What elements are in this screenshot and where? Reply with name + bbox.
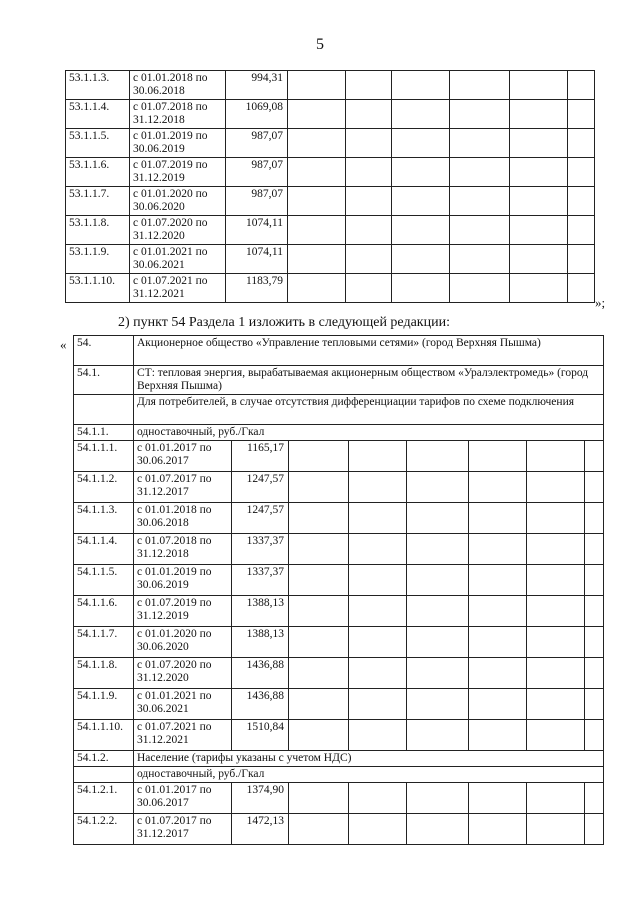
tariff-type-row: [74, 767, 604, 783]
tariff-table-54: [73, 335, 604, 845]
tariff-value: 1388,13: [232, 596, 289, 627]
period-end: 31.12.2020: [137, 672, 189, 684]
period-end: 30.06.2021: [133, 259, 185, 271]
empty-cell: [392, 245, 450, 274]
period-cell: [130, 129, 226, 158]
empty-cell: [450, 274, 510, 303]
period-cell: [134, 534, 232, 565]
period-start: с 01.01.2021 по: [137, 690, 212, 702]
period-end: 30.06.2020: [137, 641, 189, 653]
table-row: [74, 441, 604, 472]
tariff-value: 987,07: [226, 187, 288, 216]
table-row: [74, 658, 604, 689]
empty-cell: [469, 441, 527, 472]
period-start: с 01.07.2018 по: [133, 101, 208, 113]
empty-cell: [349, 503, 407, 534]
tariff-value: 1337,37: [232, 565, 289, 596]
empty-cell: [568, 158, 595, 187]
tariff-type: одноставочный, руб./Гкал: [134, 425, 604, 441]
tariff-value: 1074,11: [226, 216, 288, 245]
empty-cell: [349, 534, 407, 565]
empty-cell: [585, 472, 604, 503]
period-start: с 01.01.2017 по: [137, 442, 212, 454]
period-cell: [130, 274, 226, 303]
period-end: 30.06.2019: [137, 579, 189, 591]
empty-cell: [510, 100, 568, 129]
empty-cell: [407, 596, 469, 627]
empty-cell: [407, 783, 469, 814]
empty-cell: [407, 472, 469, 503]
period-cell: [130, 216, 226, 245]
empty-cell: [349, 658, 407, 689]
table-row: [66, 245, 595, 274]
empty-cell: [349, 565, 407, 596]
period-start: с 01.01.2019 по: [137, 566, 212, 578]
empty-cell: [349, 814, 407, 845]
empty-cell: [469, 472, 527, 503]
empty-cell: [392, 129, 450, 158]
table-row: [74, 783, 604, 814]
period-end: 30.06.2018: [137, 517, 189, 529]
empty-cell: [288, 216, 346, 245]
empty-cell: [289, 814, 349, 845]
row-number: 54.1.1.5.: [74, 565, 134, 596]
empty-cell: [510, 274, 568, 303]
table-row: [74, 534, 604, 565]
tariff-type: одноставочный, руб./Гкал: [134, 767, 604, 783]
period-start: с 01.07.2021 по: [133, 275, 208, 287]
empty-cell: [289, 689, 349, 720]
period-start: с 01.01.2019 по: [133, 130, 208, 142]
empty-cell: [346, 245, 392, 274]
period-end: 31.12.2017: [137, 486, 189, 498]
empty-cell: [469, 814, 527, 845]
period-end: 30.06.2021: [137, 703, 189, 715]
closing-quote: »;: [595, 295, 606, 310]
period-start: с 01.01.2018 по: [137, 504, 212, 516]
table-row: [66, 100, 595, 129]
organization-name: Акционерное общество «Управление тепловыми сетями» (город Верхняя Пышма): [134, 336, 604, 366]
empty-cell: [469, 596, 527, 627]
empty-cell: [289, 720, 349, 751]
empty-cell: [346, 274, 392, 303]
empty-cell: [469, 658, 527, 689]
empty-cell: [450, 187, 510, 216]
period-cell: [134, 814, 232, 845]
table-row: [74, 720, 604, 751]
empty-cell: [407, 658, 469, 689]
tariff-value: 1165,17: [232, 441, 289, 472]
empty-cell: [510, 71, 568, 100]
consumer-category-row: [74, 395, 604, 425]
empty-cell: [527, 627, 585, 658]
table-row: [74, 689, 604, 720]
empty-cell: [392, 216, 450, 245]
row-number: 54.1.1.: [74, 425, 134, 441]
empty-cell: [585, 720, 604, 751]
table-row: [66, 187, 595, 216]
period-cell: [134, 783, 232, 814]
empty-cell: [568, 274, 595, 303]
empty-cell: [527, 441, 585, 472]
table-row: [74, 472, 604, 503]
empty-cell: [585, 814, 604, 845]
tariff-value: 1337,37: [232, 534, 289, 565]
empty-cell: [407, 534, 469, 565]
period-end: 30.06.2019: [133, 143, 185, 155]
period-start: с 01.01.2020 по: [137, 628, 212, 640]
empty-cell: [289, 503, 349, 534]
tariff-value: 1074,11: [226, 245, 288, 274]
empty-cell: [469, 783, 527, 814]
empty-cell: [469, 627, 527, 658]
empty-cell: [346, 129, 392, 158]
empty-cell: [527, 503, 585, 534]
empty-cell: [450, 216, 510, 245]
row-number: 54.1.: [74, 366, 134, 395]
period-cell: [134, 565, 232, 596]
period-cell: [134, 689, 232, 720]
empty-cell: [527, 565, 585, 596]
empty-cell: [349, 472, 407, 503]
period-cell: [134, 627, 232, 658]
section-54-row: [74, 336, 604, 366]
period-start: с 01.07.2019 по: [137, 597, 212, 609]
tariff-value: 987,07: [226, 129, 288, 158]
period-cell: [130, 187, 226, 216]
tariff-value: 1183,79: [226, 274, 288, 303]
period-cell: [130, 100, 226, 129]
empty-cell: [349, 720, 407, 751]
empty-cell: [469, 720, 527, 751]
table-row: [74, 627, 604, 658]
empty-cell: [407, 720, 469, 751]
empty-cell: [527, 720, 585, 751]
row-number: 54.1.2.1.: [74, 783, 134, 814]
period-end: 31.12.2020: [133, 230, 185, 242]
period-start: с 01.07.2019 по: [133, 159, 208, 171]
empty-cell: [288, 71, 346, 100]
empty-cell: [407, 441, 469, 472]
empty-cell: [346, 216, 392, 245]
empty-cell: [568, 100, 595, 129]
empty-cell: [289, 441, 349, 472]
period-cell: [130, 158, 226, 187]
period-start: с 01.07.2017 по: [137, 815, 212, 827]
period-end: 30.06.2017: [137, 455, 189, 467]
empty-cell: [527, 534, 585, 565]
empty-cell: [407, 689, 469, 720]
tariff-value: 1069,08: [226, 100, 288, 129]
tariff-value: 1247,57: [232, 503, 289, 534]
empty-cell: [392, 187, 450, 216]
empty-cell: [469, 503, 527, 534]
period-cell: [130, 71, 226, 100]
empty-cell: [585, 783, 604, 814]
empty-cell: [407, 503, 469, 534]
table-row: [66, 216, 595, 245]
tariff-value: 1374,90: [232, 783, 289, 814]
service-description: СТ: тепловая энергия, вырабатываемая акционерным обществом «Уралэлектромедь» (город Верхняя Пышма): [134, 366, 604, 395]
period-end: 30.06.2020: [133, 201, 185, 213]
tariff-table-53: [65, 70, 595, 303]
empty-cell: [527, 596, 585, 627]
period-start: с 01.07.2017 по: [137, 473, 212, 485]
period-start: с 01.07.2020 по: [133, 217, 208, 229]
period-start: с 01.01.2020 по: [133, 188, 208, 200]
empty-cell: [288, 187, 346, 216]
period-end: 31.12.2021: [133, 288, 185, 300]
row-number: 54.1.1.9.: [74, 689, 134, 720]
empty-cell: [289, 472, 349, 503]
empty-cell: [585, 565, 604, 596]
row-number: 54.1.1.1.: [74, 441, 134, 472]
section-542-row: [74, 751, 604, 767]
consumer-category: Для потребителей, в случае отсутствия дифференциации тарифов по схеме подключения: [134, 395, 604, 425]
empty-cell: [289, 783, 349, 814]
empty-cell: [585, 503, 604, 534]
empty-cell: [407, 627, 469, 658]
row-number: 53.1.1.9.: [66, 245, 130, 274]
row-number: 53.1.1.4.: [66, 100, 130, 129]
empty-cell: [585, 627, 604, 658]
period-start: с 01.07.2020 по: [137, 659, 212, 671]
period-cell: [134, 441, 232, 472]
row-number: 53.1.1.8.: [66, 216, 130, 245]
page-number: 5: [316, 36, 324, 53]
empty-cell: [527, 689, 585, 720]
empty-cell: [469, 689, 527, 720]
empty-cell: [527, 472, 585, 503]
period-end: 31.12.2017: [137, 828, 189, 840]
period-cell: [134, 596, 232, 627]
table-row: [74, 596, 604, 627]
period-start: с 01.01.2021 по: [133, 246, 208, 258]
empty-cell: [469, 534, 527, 565]
opening-quote: «: [60, 337, 67, 352]
empty-cell: [392, 100, 450, 129]
period-start: с 01.01.2017 по: [137, 784, 212, 796]
row-number: 53.1.1.10.: [66, 274, 130, 303]
empty-cell: [349, 596, 407, 627]
empty-cell: [288, 100, 346, 129]
period-end: 30.06.2018: [133, 85, 185, 97]
empty-cell: [288, 129, 346, 158]
empty-cell: [510, 245, 568, 274]
empty-cell: [585, 689, 604, 720]
empty-cell: [585, 596, 604, 627]
row-number: 54.1.1.7.: [74, 627, 134, 658]
empty-cell: [289, 565, 349, 596]
period-cell: [134, 658, 232, 689]
table-row: [66, 274, 595, 303]
row-number: 54.1.1.4.: [74, 534, 134, 565]
period-end: 31.12.2018: [137, 548, 189, 560]
row-number: 54.1.1.3.: [74, 503, 134, 534]
empty-cell: [450, 100, 510, 129]
empty-cell: [349, 783, 407, 814]
tariff-value: 994,31: [226, 71, 288, 100]
empty-cell: [346, 187, 392, 216]
row-number: 54.1.1.2.: [74, 472, 134, 503]
row-number: 54.1.2.2.: [74, 814, 134, 845]
table-row: [74, 503, 604, 534]
tariff-value: 1247,57: [232, 472, 289, 503]
empty-cell: [527, 658, 585, 689]
empty-cell: [585, 658, 604, 689]
empty-cell: [407, 814, 469, 845]
empty-cell: [585, 534, 604, 565]
empty-cell: [585, 441, 604, 472]
empty-cell: [289, 596, 349, 627]
period-end: 31.12.2019: [133, 172, 185, 184]
period-start: с 01.01.2018 по: [133, 72, 208, 84]
row-number: 53.1.1.7.: [66, 187, 130, 216]
empty-cell: [392, 158, 450, 187]
row-number: 53.1.1.3.: [66, 71, 130, 100]
tariff-value: 1436,88: [232, 658, 289, 689]
empty-cell: [450, 71, 510, 100]
empty-cell: [510, 158, 568, 187]
tariff-value: 987,07: [226, 158, 288, 187]
section-541-row: [74, 366, 604, 395]
period-cell: [134, 720, 232, 751]
empty-cell: [568, 245, 595, 274]
tariff-value: 1388,13: [232, 627, 289, 658]
empty-cell: [288, 158, 346, 187]
period-cell: [134, 472, 232, 503]
empty-cell: [407, 565, 469, 596]
empty-cell: [568, 187, 595, 216]
period-start: с 01.07.2018 по: [137, 535, 212, 547]
period-end: 31.12.2021: [137, 734, 189, 746]
row-number: 54.: [74, 336, 134, 366]
empty-cell: [349, 627, 407, 658]
tariff-value: 1436,88: [232, 689, 289, 720]
empty-cell: [510, 216, 568, 245]
empty-cell: [288, 274, 346, 303]
empty-cell: [568, 71, 595, 100]
row-number: 54.1.1.8.: [74, 658, 134, 689]
tariff-value: 1510,84: [232, 720, 289, 751]
empty-cell: [450, 158, 510, 187]
empty-cell: [469, 565, 527, 596]
row-number: 53.1.1.5.: [66, 129, 130, 158]
empty-cell: [349, 689, 407, 720]
empty-cell: [568, 216, 595, 245]
period-end: 30.06.2017: [137, 797, 189, 809]
table-row: [66, 158, 595, 187]
empty-cell: [346, 100, 392, 129]
table-row: [66, 71, 595, 100]
empty-cell: [289, 658, 349, 689]
row-number: 54.1.1.6.: [74, 596, 134, 627]
empty-cell: [288, 245, 346, 274]
empty-cell: [527, 814, 585, 845]
table-row: [74, 814, 604, 845]
empty-cell: [74, 767, 134, 783]
empty-cell: [346, 158, 392, 187]
empty-cell: [568, 129, 595, 158]
period-cell: [134, 503, 232, 534]
empty-cell: [450, 245, 510, 274]
empty-cell: [450, 129, 510, 158]
empty-cell: [392, 274, 450, 303]
row-number: 54.1.2.: [74, 751, 134, 767]
empty-cell: [510, 129, 568, 158]
empty-cell: [74, 395, 134, 425]
empty-cell: [289, 534, 349, 565]
row-number: 53.1.1.6.: [66, 158, 130, 187]
section-5411-row: [74, 425, 604, 441]
table-row: [74, 565, 604, 596]
row-number: 54.1.1.10.: [74, 720, 134, 751]
empty-cell: [527, 783, 585, 814]
empty-cell: [392, 71, 450, 100]
period-end: 31.12.2019: [137, 610, 189, 622]
period-cell: [130, 245, 226, 274]
population-category: Население (тарифы указаны с учетом НДС): [134, 751, 604, 767]
period-start: с 01.07.2021 по: [137, 721, 212, 733]
tariff-value: 1472,13: [232, 814, 289, 845]
empty-cell: [510, 187, 568, 216]
empty-cell: [289, 627, 349, 658]
period-end: 31.12.2018: [133, 114, 185, 126]
amendment-paragraph: 2) пункт 54 Раздела 1 изложить в следующей редакции:: [118, 315, 450, 330]
empty-cell: [346, 71, 392, 100]
empty-cell: [349, 441, 407, 472]
table-row: [66, 129, 595, 158]
